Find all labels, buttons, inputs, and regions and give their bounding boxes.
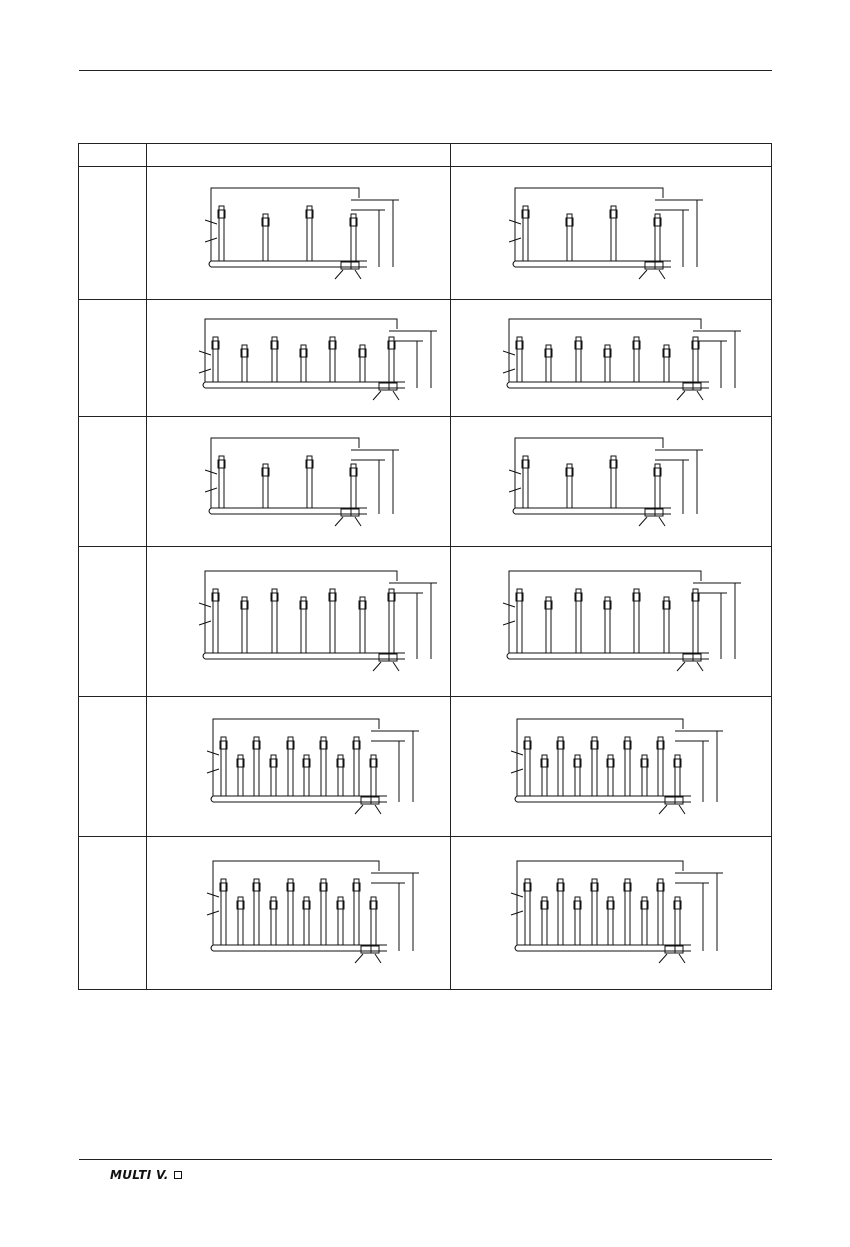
branch-pipe xyxy=(272,337,277,382)
branch-pipe xyxy=(655,464,660,508)
branch-pipe xyxy=(304,897,309,945)
pipe-header-diagram xyxy=(147,837,450,989)
branch-pipe xyxy=(330,337,335,382)
branch-pipe xyxy=(642,755,647,796)
diagram-row-1-right xyxy=(451,167,771,299)
branch-pipe xyxy=(575,897,580,945)
fitting-box xyxy=(371,797,379,804)
branch-pipe xyxy=(271,755,276,796)
branch-pipe xyxy=(360,345,365,382)
branch-pipe xyxy=(213,589,218,653)
branch-pipe xyxy=(271,897,276,945)
branch-pipe xyxy=(272,589,277,653)
branch-pipe xyxy=(288,879,293,945)
branch-pipe xyxy=(254,737,259,796)
branch-pipe xyxy=(254,879,259,945)
branch-pipe xyxy=(351,464,356,508)
branch-pipe xyxy=(608,755,613,796)
fitting-box xyxy=(341,509,351,516)
header-pipe-cap xyxy=(209,261,211,267)
brand-logo-text: MULTI V. xyxy=(110,1168,169,1182)
callout-arrow xyxy=(659,954,667,963)
diagram-row-4-right xyxy=(451,547,771,696)
fitting-box xyxy=(645,509,655,516)
fitting-box xyxy=(361,946,371,953)
callout-arrow xyxy=(659,805,667,814)
branch-pipe xyxy=(321,879,326,945)
branch-pipe xyxy=(592,737,597,796)
dimension-frame xyxy=(211,438,359,508)
branch-pipe xyxy=(611,456,616,508)
pipe-header-diagram xyxy=(451,417,771,546)
branch-pipe xyxy=(523,206,528,261)
branch-pipe xyxy=(558,879,563,945)
branch-pipe xyxy=(351,214,356,261)
fitting-box xyxy=(361,797,371,804)
pipe-header-diagram xyxy=(451,697,771,836)
callout-arrow xyxy=(697,391,703,400)
callout-arrow xyxy=(659,270,665,279)
branch-pipe xyxy=(263,214,268,261)
branch-pipe xyxy=(221,879,226,945)
bottom-rule xyxy=(79,1159,772,1160)
callout-arrow xyxy=(679,954,685,963)
fitting-box xyxy=(675,946,683,953)
branch-pipe xyxy=(658,737,663,796)
branch-pipe xyxy=(546,345,551,382)
callout-arrow xyxy=(335,517,343,526)
branch-pipe xyxy=(523,456,528,508)
branch-pipe xyxy=(263,464,268,508)
branch-pipe xyxy=(354,879,359,945)
branch-pipe xyxy=(307,206,312,261)
fitting-box xyxy=(683,383,693,390)
branch-pipe xyxy=(517,589,522,653)
fitting-box xyxy=(655,509,663,516)
dimension-frame xyxy=(515,188,663,261)
branch-pipe xyxy=(238,755,243,796)
branch-pipe xyxy=(658,879,663,945)
branch-pipe xyxy=(321,737,326,796)
branch-pipe xyxy=(219,456,224,508)
branch-pipe xyxy=(576,337,581,382)
branch-pipe xyxy=(576,589,581,653)
pipe-header-diagram xyxy=(147,417,450,546)
diagram-row-3-left xyxy=(147,417,450,546)
fitting-box xyxy=(655,262,663,269)
branch-pipe xyxy=(389,589,394,653)
branch-pipe xyxy=(625,879,630,945)
branch-pipe xyxy=(625,737,630,796)
header-pipe-cap xyxy=(515,796,517,802)
pipe-header-table xyxy=(78,143,772,990)
callout-arrow xyxy=(355,954,363,963)
branch-pipe xyxy=(634,589,639,653)
header-pipe-cap xyxy=(513,508,515,514)
fitting-box xyxy=(693,654,701,661)
callout-arrow xyxy=(659,517,665,526)
branch-pipe xyxy=(525,879,530,945)
branch-pipe xyxy=(664,345,669,382)
diagram-row-1-left xyxy=(147,167,450,299)
fitting-box xyxy=(675,797,683,804)
dimension-frame xyxy=(211,188,359,261)
diagram-row-2-right xyxy=(451,300,771,416)
branch-pipe xyxy=(213,337,218,382)
branch-pipe xyxy=(242,597,247,653)
branch-pipe xyxy=(664,597,669,653)
branch-pipe xyxy=(301,597,306,653)
pipe-header-diagram xyxy=(147,167,450,299)
branch-pipe xyxy=(575,755,580,796)
branch-pipe xyxy=(219,206,224,261)
callout-arrow xyxy=(335,270,343,279)
branch-pipe xyxy=(338,755,343,796)
callout-arrow xyxy=(393,662,399,671)
header-pipe-cap xyxy=(507,382,509,388)
diagram-row-2-left xyxy=(147,300,450,416)
branch-pipe xyxy=(338,897,343,945)
branch-pipe xyxy=(389,337,394,382)
branch-pipe xyxy=(592,879,597,945)
branch-pipe xyxy=(301,345,306,382)
pipe-header-diagram xyxy=(451,547,771,696)
top-rule xyxy=(79,70,772,71)
header-pipe-cap xyxy=(203,382,205,388)
pipe-header-diagram xyxy=(147,547,450,696)
branch-pipe xyxy=(675,755,680,796)
pipe-header-diagram xyxy=(147,300,450,416)
pipe-header-diagram xyxy=(147,697,450,836)
branch-pipe xyxy=(525,737,530,796)
pipe-header-diagram xyxy=(451,300,771,416)
header-pipe-cap xyxy=(211,945,213,951)
header-pipe-cap xyxy=(203,653,205,659)
branch-pipe xyxy=(517,337,522,382)
callout-arrow xyxy=(355,517,361,526)
callout-arrow xyxy=(355,270,361,279)
branch-pipe xyxy=(634,337,639,382)
header-pipe-cap xyxy=(211,796,213,802)
branch-pipe xyxy=(360,597,365,653)
diagram-row-6-right xyxy=(451,837,771,989)
branch-pipe xyxy=(307,456,312,508)
fitting-box xyxy=(371,946,379,953)
callout-arrow xyxy=(375,954,381,963)
fitting-box xyxy=(645,262,655,269)
fitting-box xyxy=(351,262,359,269)
branch-pipe xyxy=(605,597,610,653)
diagram-row-6-left xyxy=(147,837,450,989)
branch-pipe xyxy=(655,214,660,261)
fitting-box xyxy=(341,262,351,269)
callout-arrow xyxy=(697,662,703,671)
pipe-header-diagram xyxy=(451,837,771,989)
branch-pipe xyxy=(605,345,610,382)
dimension-frame xyxy=(515,438,663,508)
branch-pipe xyxy=(288,737,293,796)
branch-pipe xyxy=(608,897,613,945)
fitting-box xyxy=(665,797,675,804)
branch-pipe xyxy=(371,755,376,796)
branch-pipe xyxy=(558,737,563,796)
callout-arrow xyxy=(639,270,647,279)
callout-arrow xyxy=(677,391,685,400)
callout-arrow xyxy=(373,391,381,400)
branch-pipe xyxy=(567,214,572,261)
branch-pipe xyxy=(567,464,572,508)
diagram-row-5-right xyxy=(451,697,771,836)
fitting-box xyxy=(389,654,397,661)
branch-pipe xyxy=(354,737,359,796)
branch-pipe xyxy=(371,897,376,945)
callout-arrow xyxy=(393,391,399,400)
registered-mark-icon xyxy=(174,1171,182,1179)
fitting-box xyxy=(379,383,389,390)
fitting-box xyxy=(351,509,359,516)
branch-pipe xyxy=(693,337,698,382)
diagram-row-4-left xyxy=(147,547,450,696)
fitting-box xyxy=(693,383,701,390)
branch-pipe xyxy=(642,897,647,945)
fitting-box xyxy=(379,654,389,661)
callout-arrow xyxy=(677,662,685,671)
callout-arrow xyxy=(355,805,363,814)
fitting-box xyxy=(389,383,397,390)
branch-pipe xyxy=(542,755,547,796)
branch-pipe xyxy=(221,737,226,796)
branch-pipe xyxy=(330,589,335,653)
branch-pipe xyxy=(304,755,309,796)
branch-pipe xyxy=(611,206,616,261)
callout-arrow xyxy=(375,805,381,814)
fitting-box xyxy=(665,946,675,953)
branch-pipe xyxy=(546,597,551,653)
diagram-row-5-left xyxy=(147,697,450,836)
callout-arrow xyxy=(679,805,685,814)
callout-arrow xyxy=(639,517,647,526)
branch-pipe xyxy=(542,897,547,945)
pipe-header-diagram xyxy=(451,167,771,299)
branch-pipe xyxy=(242,345,247,382)
header-pipe-cap xyxy=(515,945,517,951)
branch-pipe xyxy=(693,589,698,653)
branch-pipe xyxy=(238,897,243,945)
diagram-row-3-right xyxy=(451,417,771,546)
brand-logo xyxy=(110,1168,182,1182)
branch-pipe xyxy=(675,897,680,945)
header-pipe-cap xyxy=(209,508,211,514)
header-pipe-cap xyxy=(507,653,509,659)
header-pipe-cap xyxy=(513,261,515,267)
fitting-box xyxy=(683,654,693,661)
callout-arrow xyxy=(373,662,381,671)
